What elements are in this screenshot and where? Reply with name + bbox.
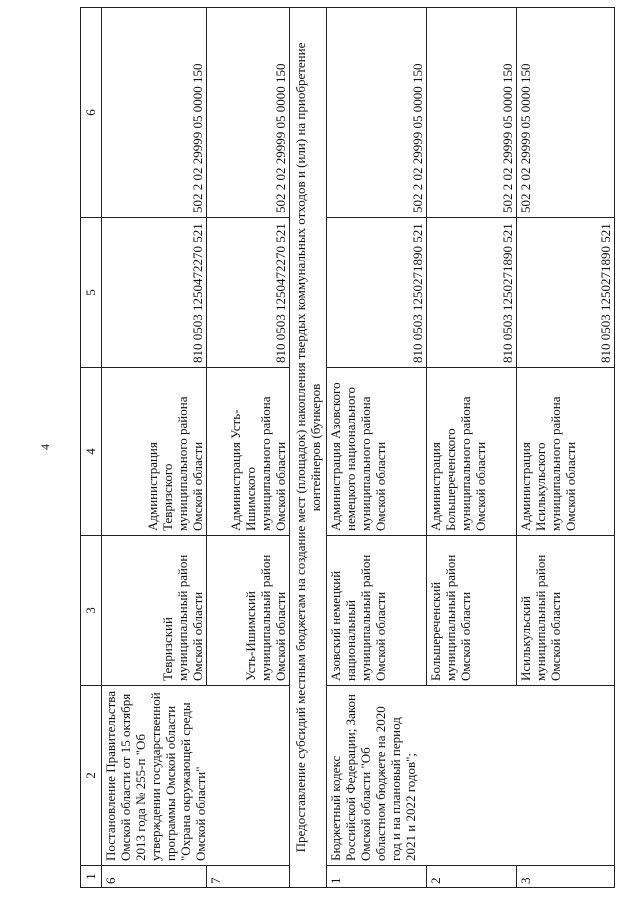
table-row bbox=[326, 8, 426, 888]
page-number: 4 bbox=[38, 444, 52, 450]
kbk-cell: 502 2 02 29999 05 0000 150 bbox=[101, 8, 206, 218]
admin-cell: Администрация Усть-Ишимского муниципального района Омской области bbox=[206, 368, 289, 536]
admin-cell: Администрация Тевризского муниципального района Омской области bbox=[101, 368, 206, 536]
kbk-cell: 502 2 02 29999 05 0000 150 bbox=[516, 8, 614, 218]
row-number: 3 bbox=[516, 866, 614, 888]
district-cell: Тевризский муниципальный район Омской области bbox=[101, 536, 206, 686]
header-cell: 6 bbox=[81, 8, 102, 218]
section-title: Предоставление субсидий местным бюджетам на создание мест (площадок) накопления твердых коммунальных отходов и (или) на приобретение контейнеров (бункеров bbox=[289, 8, 326, 888]
header-cell: 3 bbox=[81, 536, 102, 686]
row-number: 6 bbox=[101, 866, 206, 888]
admin-cell: Администрация Большереченского муниципального района Омской области bbox=[427, 368, 517, 536]
row-number: 2 bbox=[427, 866, 517, 888]
district-cell: Усть-Ишимский муниципальный район Омской области bbox=[206, 536, 289, 686]
header-row bbox=[81, 8, 102, 888]
legal-basis-cell: Бюджетный кодекс Российской Федерации; Закон Омской области "Об областном бюджете на 2020 год и на плановый период 2021 и 2022 годов"; bbox=[326, 686, 614, 866]
budget-code-cell: 810 0503 1250472270 521 bbox=[206, 218, 289, 368]
row-number: 7 bbox=[206, 866, 289, 888]
section-row bbox=[289, 8, 326, 888]
header-cell: 2 bbox=[81, 686, 102, 866]
subsidy-table bbox=[80, 7, 615, 888]
header-cell: 5 bbox=[81, 218, 102, 368]
district-cell: Исилькульский муниципальный район Омской области bbox=[516, 536, 614, 686]
kbk-cell: 502 2 02 29999 05 0000 150 bbox=[427, 8, 517, 218]
row-number: 1 bbox=[326, 866, 426, 888]
district-cell: Азовский немецкий национальный муниципальный район Омской области bbox=[326, 536, 426, 686]
header-cell: 1 bbox=[81, 866, 102, 888]
admin-cell: Администрация Азовского немецкого национального муниципального района Омской области bbox=[326, 368, 426, 536]
budget-code-cell: 810 0503 1250271890 521 bbox=[516, 218, 614, 368]
budget-code-cell: 810 0503 1250271890 521 bbox=[427, 218, 517, 368]
legal-basis-cell: Постановление Правительства Омской области от 15 октября 2013 года № 255-п "Об утверждении государственной программы Омской области "Охрана окружающей среды Омской области" bbox=[101, 686, 289, 866]
budget-code-cell: 810 0503 1250472270 521 bbox=[101, 218, 206, 368]
admin-cell: Администрация Исилькульского муниципального района Омской области bbox=[516, 368, 614, 536]
rotated-table-container bbox=[80, 8, 615, 888]
kbk-cell: 502 2 02 29999 05 0000 150 bbox=[206, 8, 289, 218]
kbk-cell: 502 2 02 29999 05 0000 150 bbox=[326, 8, 426, 218]
district-cell: Большереченский муниципальный район Омской области bbox=[427, 536, 517, 686]
budget-code-cell: 810 0503 1250271890 521 bbox=[326, 218, 426, 368]
table-row bbox=[101, 8, 206, 888]
header-cell: 4 bbox=[81, 368, 102, 536]
